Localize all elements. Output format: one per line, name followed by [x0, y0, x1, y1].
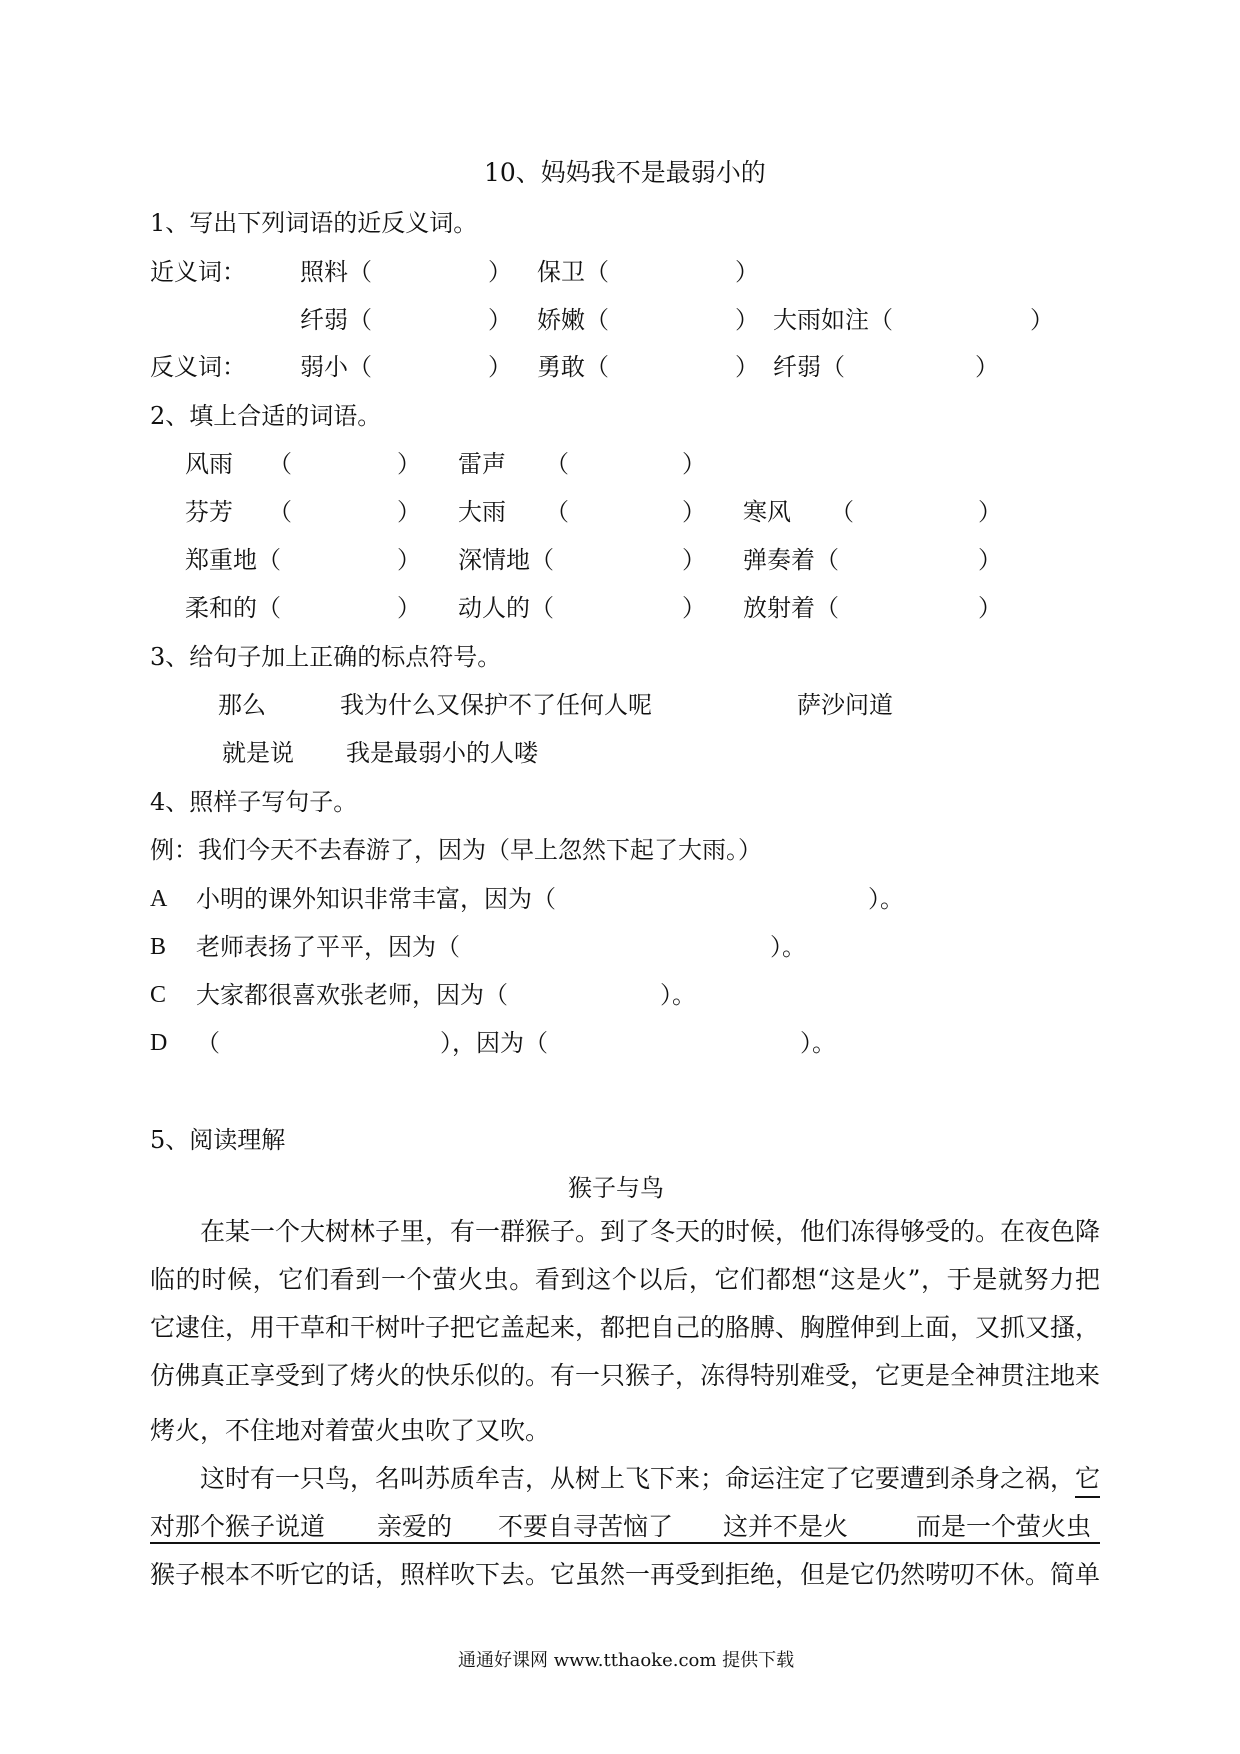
q4-item-c-letter: C	[150, 982, 167, 1008]
q2-r4-word1: 柔和的（	[185, 594, 281, 622]
q2-r3-close1: ）	[397, 546, 421, 574]
q2-r2-close2: ）	[682, 498, 706, 526]
para2-u-part2: 亲爱的	[377, 1512, 453, 1541]
q4-item-c-close: ）。	[660, 981, 696, 1009]
q2-r2-close3: ）	[978, 498, 1002, 526]
footer-source: 通通好课网 www.tthaoke.com 提供下载	[458, 1650, 795, 1671]
q2-r3-close3: ）	[978, 546, 1002, 574]
q2-r4-close2: ）	[682, 594, 706, 622]
q4-item-d-close: ）。	[800, 1029, 836, 1057]
para2-u-part3: 不要自寻苦恼了	[498, 1512, 674, 1541]
syn-row1-close1: ）	[488, 258, 512, 286]
syn-row2-item2: 娇嫩（	[537, 306, 609, 334]
q3-heading: 3、给句子加上正确的标点符号。	[150, 643, 502, 671]
story-paragraph-1: 在某一个大树林子里，有一群猴子。到了冬天的时候，他们冻得够受的。在夜色降临的时候，它们看到一个萤火虫。看到这个以后，它们都想“这是火”，于是就努力把它逮住，用干草和干树叶子把它盖起来，都把自己的胳膊、胸膛伸到上面，又抓又搔，仿佛真正享受到了烤火的快乐似的。有一只猴子，冻得特别难受，它更是全神贯注地来	[150, 1217, 1101, 1390]
story-paragraph-1-end: 烤火，不住地对着萤火虫吹了又吹。	[150, 1416, 551, 1445]
q4-item-b-close: ）。	[770, 933, 806, 961]
q2-r2-open3: （	[830, 498, 854, 526]
q3-line1-part2: 我为什么又保护不了任何人呢	[340, 691, 652, 719]
q4-item-b-text: 老师表扬了平平，因为（	[196, 933, 460, 961]
q4-item-b-letter: B	[150, 934, 167, 960]
q2-r3-close2: ）	[682, 546, 706, 574]
ant-row-close2: ）	[735, 353, 759, 381]
q2-r1-word1: 风雨	[185, 450, 233, 478]
q3-line1-part3: 萨沙问道	[797, 691, 893, 719]
para2-u-part5: 而是一个萤火虫	[916, 1512, 1092, 1541]
story-title: 猴子与鸟	[568, 1174, 664, 1202]
q5-heading: 5、阅读理解	[150, 1126, 286, 1154]
para2-u-part1: 对那个猴子说道	[150, 1512, 326, 1541]
story-paragraph-2-underlined-line	[150, 1514, 1100, 1544]
para2-u-part4: 这并不是火	[723, 1512, 849, 1541]
syn-row2-close1: ）	[488, 306, 512, 334]
ant-row-close3: ）	[975, 353, 999, 381]
q4-item-a-text: 小明的课外知识非常丰富，因为（	[196, 885, 556, 913]
q3-line2-part1: 就是说	[222, 739, 294, 767]
para2-text: 这时有一只鸟，名叫苏质牟吉，从树上飞下来；命运注定了它要遭到杀身之祸，	[200, 1464, 1076, 1493]
syn-row1-item1: 照料（	[300, 258, 372, 286]
q2-r2-open1: （	[268, 498, 292, 526]
q4-heading: 4、照样子写句子。	[150, 788, 358, 816]
q2-r3-word2: 深情地（	[458, 546, 554, 574]
q2-r2-word2: 大雨	[458, 498, 506, 526]
syn-row2-item3: 大雨如注（	[773, 306, 893, 334]
q2-r2-open2: （	[545, 498, 569, 526]
q4-item-d-open: （	[196, 1029, 220, 1057]
q3-line1-part1: 那么	[218, 691, 266, 719]
q4-item-a-close: ）。	[868, 885, 904, 913]
syn-row2-close2: ）	[735, 306, 759, 334]
q2-r3-word3: 弹奏着（	[743, 546, 839, 574]
story-paragraph-2-start	[200, 1466, 1100, 1491]
q4-item-d-letter: D	[150, 1030, 168, 1056]
q2-r1-open1: （	[268, 450, 292, 478]
q2-r2-close1: ）	[397, 498, 421, 526]
q4-example: 例：我们今天不去春游了，因为（早上忽然下起了大雨。）	[150, 836, 762, 864]
q2-r4-close3: ）	[978, 594, 1002, 622]
syn-row2-item1: 纤弱（	[300, 306, 372, 334]
q3-line2-part2: 我是最弱小的人喽	[346, 739, 538, 767]
antonym-label: 反义词：	[150, 353, 246, 381]
ant-row-item2: 勇敢（	[537, 353, 609, 381]
q2-r1-close1: ）	[397, 450, 421, 478]
q1-heading: 1、写出下列词语的近反义词。	[150, 209, 478, 237]
q4-item-a-letter: A	[150, 886, 168, 912]
para2-underlined-start: 它	[1075, 1464, 1100, 1498]
ant-row-close1: ）	[488, 353, 512, 381]
q2-r4-word2: 动人的（	[458, 594, 554, 622]
q2-heading: 2、填上合适的词语。	[150, 402, 382, 430]
story-paragraph-2-line3: 猴子根本不听它的话，照样吹下去。它虽然一再受到拒绝，但是它仍然唠叨不休。简单	[150, 1560, 1101, 1589]
syn-row1-item2: 保卫（	[537, 258, 609, 286]
ant-row-item3: 纤弱（	[773, 353, 845, 381]
q2-r4-word3: 放射着（	[743, 594, 839, 622]
syn-row2-close3: ）	[1030, 306, 1054, 334]
q2-r4-close1: ）	[397, 594, 421, 622]
page-title: 10、妈妈我不是最弱小的	[484, 158, 766, 187]
q2-r2-word1: 芬芳	[185, 498, 233, 526]
q2-r3-word1: 郑重地（	[185, 546, 281, 574]
q2-r1-close2: ）	[682, 450, 706, 478]
ant-row-item1: 弱小（	[300, 353, 372, 381]
q2-r1-word2: 雷声	[458, 450, 506, 478]
q4-item-c-text: 大家都很喜欢张老师，因为（	[196, 981, 508, 1009]
q2-r2-word3: 寒风	[743, 498, 791, 526]
q4-item-d-mid: ），因为（	[440, 1029, 548, 1057]
q2-r1-open2: （	[545, 450, 569, 478]
synonym-label: 近义词：	[150, 258, 246, 286]
syn-row1-close2: ）	[735, 258, 759, 286]
